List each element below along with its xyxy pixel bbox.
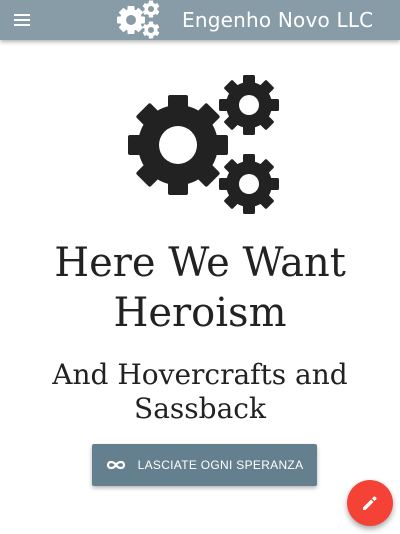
- edit-fab-button[interactable]: [347, 480, 393, 526]
- hero-title: Here We Want Heroism: [54, 240, 346, 336]
- app-title: Engenho Novo LLC: [182, 8, 374, 32]
- menu-button[interactable]: [8, 6, 36, 34]
- gears-icon: [128, 74, 282, 216]
- cta-label: LASCIATE OGNI SPERANZA: [137, 458, 304, 472]
- app-bar: [0, 0, 400, 40]
- hero-subtitle: And Hovercrafts and Sassback: [52, 358, 348, 425]
- infinity-icon: [106, 459, 126, 471]
- pencil-icon: [362, 495, 378, 511]
- gears-logo-icon: [116, 0, 162, 40]
- hamburger-menu-icon: [14, 14, 30, 26]
- lasciate-ogni-speranza-button[interactable]: [92, 444, 317, 486]
